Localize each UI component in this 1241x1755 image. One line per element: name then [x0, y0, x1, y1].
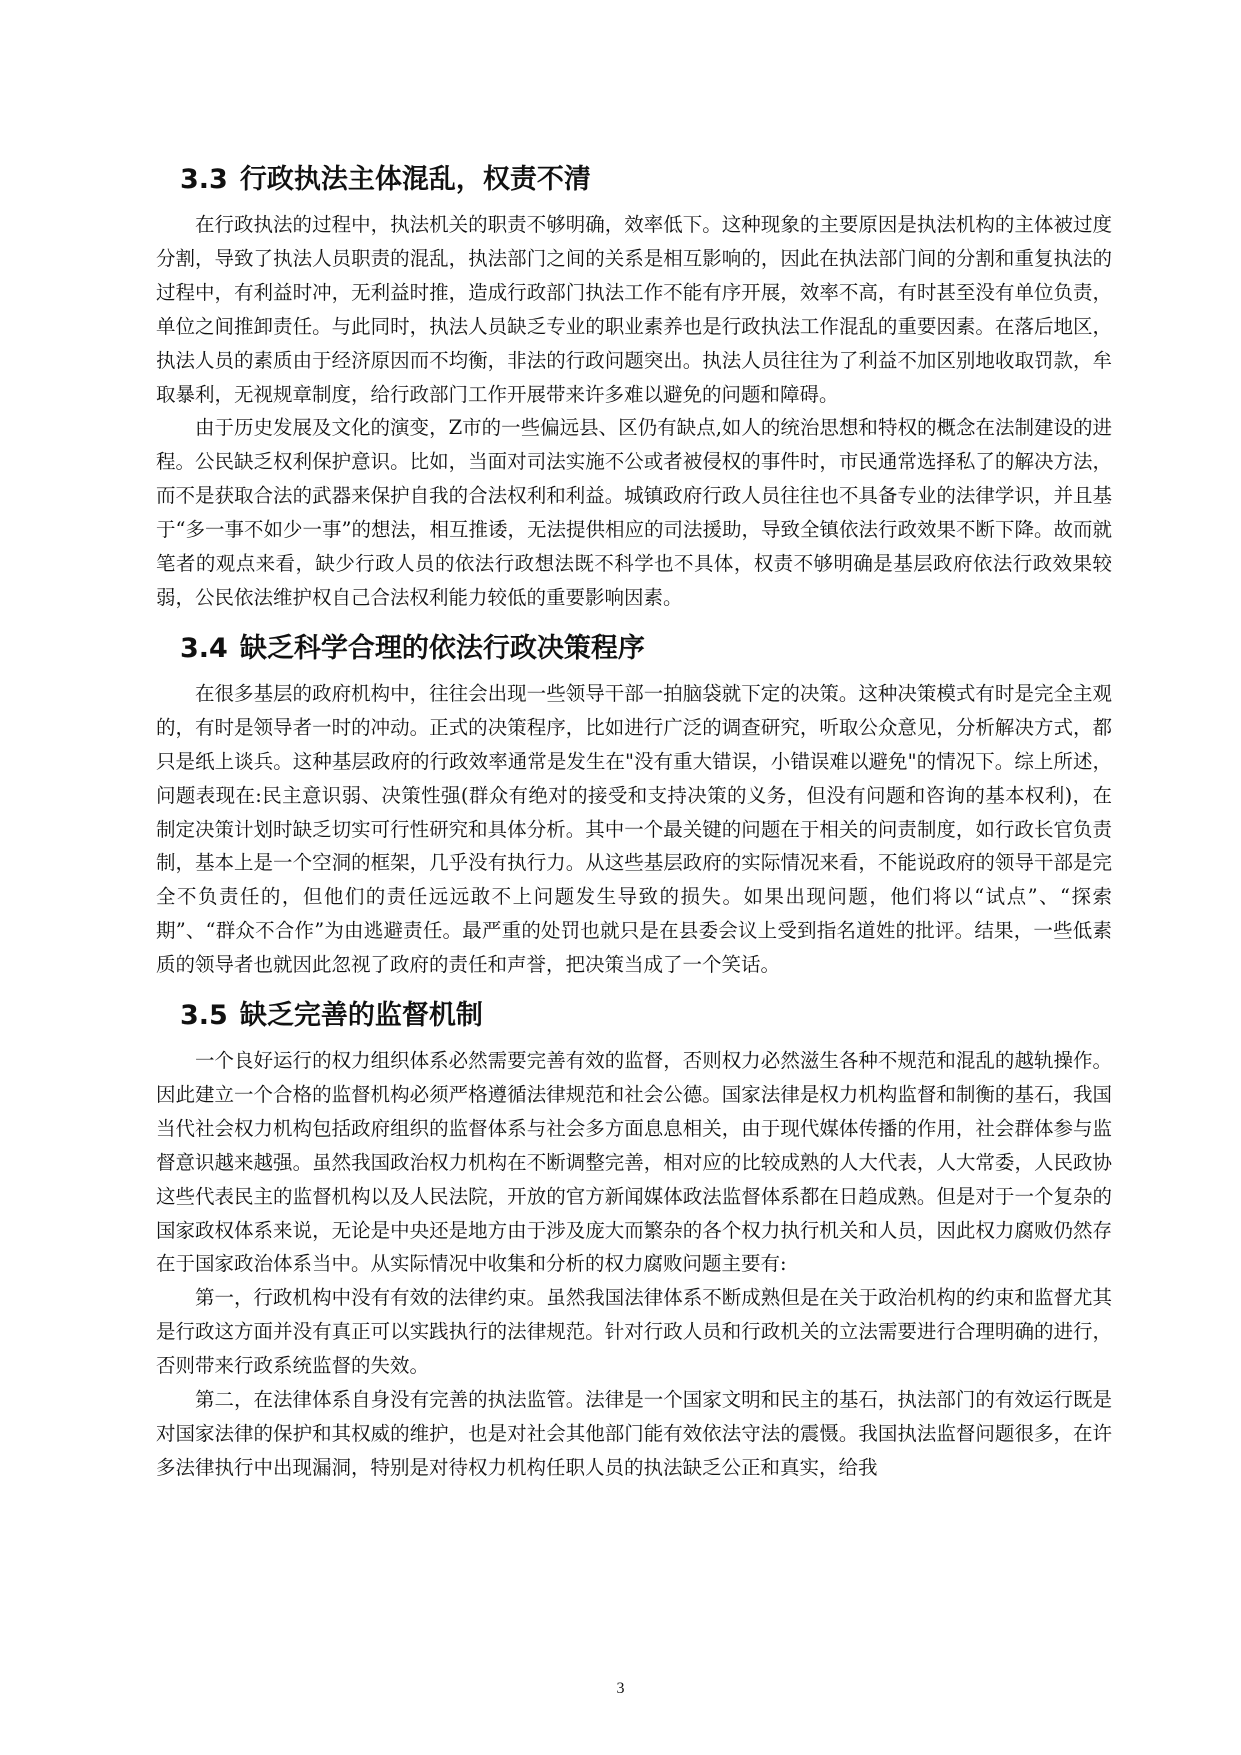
document-body: [156, 160, 1112, 1499]
section-number: 3.5: [180, 1000, 228, 1032]
section-3-5: [156, 996, 1112, 1485]
paragraph: 第一，行政机构中没有有效的法律约束。虽然我国法律体系不断成熟但是在关于政治机构的约束和监督尤其是行政这方面并没有真正可以实践执行的法律规范。针对行政人员和行政机关的立法需要进行合理明确的进行，否则带来行政系统监督的失效。: [156, 1286, 1112, 1378]
section-heading: [180, 996, 1112, 1036]
section-title: 缺乏科学合理的依法行政决策程序: [239, 632, 645, 664]
section-number: 3.3: [180, 164, 228, 195]
section-heading: [180, 160, 1112, 200]
page-number: 3: [616, 1680, 625, 1697]
paragraph: 在很多基层的政府机构中，往往会出现一些领导干部一拍脑袋就下定的决策。这种决策模式有时是完全主观的，有时是领导者一时的冲动。正式的决策程序，比如进行广泛的调查研究，听取公众意见，分析解决方式，都只是纸上谈兵。这种基层政府的行政效率通常是发生在"没有重大错误，小错误难以避免"的情况下。综上所述，问题表现在:民主意识弱、决策性强(群众有绝对的接受和支持决策的义务，但没有问题和咨询的基本权利)，在制定决策计划时缺乏切实可行性研究和具体分析。其中一个最关键的问题在于相关的问责制度，如行政长官负责制，基本上是一个空洞的框架，几乎没有执行力。从这些基层政府的实际情况来看，不能说政府的领导干部是完全不负责任的，但他们的责任远远敢不上问题发生导致的损失。如果出现问题，他们将以“试点”、“探索期”、“群众不合作”为由逃避责任。最严重的处罚也就只是在县委会议上受到指名道姓的批评。结果，一些低素质的领导者也就因此忽视了政府的责任和声誉，把决策当成了一个笑话。: [156, 681, 1112, 977]
section-number: 3.4: [180, 632, 228, 664]
paragraph: 在行政执法的过程中，执法机关的职责不够明确，效率低下。这种现象的主要原因是执法机构的主体被过度分割，导致了执法人员职责的混乱，执法部门之间的关系是相互影响的，因此在执法部门间的分割和重复执法的过程中，有利益时冲，无利益时推，造成行政部门执法工作不能有序开展，效率不高，有时甚至没有单位负责，单位之间推卸责任。与此同时，执法人员缺乏专业的职业素养也是行政执法工作混乱的重要因素。在落后地区，执法人员的素质由于经济原因而不均衡，非法的行政问题突出。执法人员往往为了利益不加区别地收取罚款，牟取暴利，无视规章制度，给行政部门工作开展带来许多难以避免的问题和障碍。: [156, 213, 1112, 406]
section-3-3: [156, 160, 1112, 615]
section-3-4: [156, 629, 1112, 982]
section-title: 行政执法主体混乱，权责不清: [239, 164, 591, 195]
section-title: 缺乏完善的监督机制: [239, 1000, 483, 1032]
paragraph: 第二，在法律体系自身没有完善的执法监管。法律是一个国家文明和民主的基石，执法部门的有效运行既是对国家法律的保护和其权威的维护，也是对社会其他部门能有效依法守法的震慑。我国执法监督问题很多，在许多法律执行中出现漏洞，特别是对待权力机构任职人员的执法缺乏公正和真实，给我: [156, 1388, 1112, 1479]
paragraph: 一个良好运行的权力组织体系必然需要完善有效的监督，否则权力必然滋生各种不规范和混乱的越轨操作。因此建立一个合格的监督机构必须严格遵循法律规范和社会公德。国家法律是权力机构监督和制衡的基石，我国当代社会权力机构包括政府组织的监督体系与社会多方面息息相关，由于现代媒体传播的作用，社会群体参与监督意识越来越强。虽然我国政治权力机构在不断调整完善，相对应的比较成熟的人大代表，人大常委，人民政协这些代表民主的监督机构以及人民法院，开放的官方新闻媒体政法监督体系都在日趋成熟。但是对于一个复杂的国家政权体系来说，无论是中央还是地方由于涉及庞大而繁杂的各个权力执行机关和人员，因此权力腐败仍然存在于国家政治体系当中。从实际情况中收集和分析的权力腐败问题主要有:: [156, 1049, 1112, 1276]
section-heading: [180, 629, 1112, 669]
paragraph: 由于历史发展及文化的演变，Z市的一些偏远县、区仍有缺点,如人的统治思想和特权的概念在法制建设的进程。公民缺乏权利保护意识。比如，当面对司法实施不公或者被侵权的事件时，市民通常选择私了的解决方法，而不是获取合法的武器来保护自我的合法权利和利益。城镇政府行政人员往往也不具备专业的法律学识，并且基于“多一事不如少一事”的想法，相互推诿，无法提供相应的司法援助，导致全镇依法行政效果不断下降。故而就笔者的观点来看，缺少行政人员的依法行政想法既不科学也不具体，权责不够明确是基层政府依法行政效果较弱，公民依法维护权自己合法权利能力较低的重要影响因素。: [156, 416, 1112, 609]
